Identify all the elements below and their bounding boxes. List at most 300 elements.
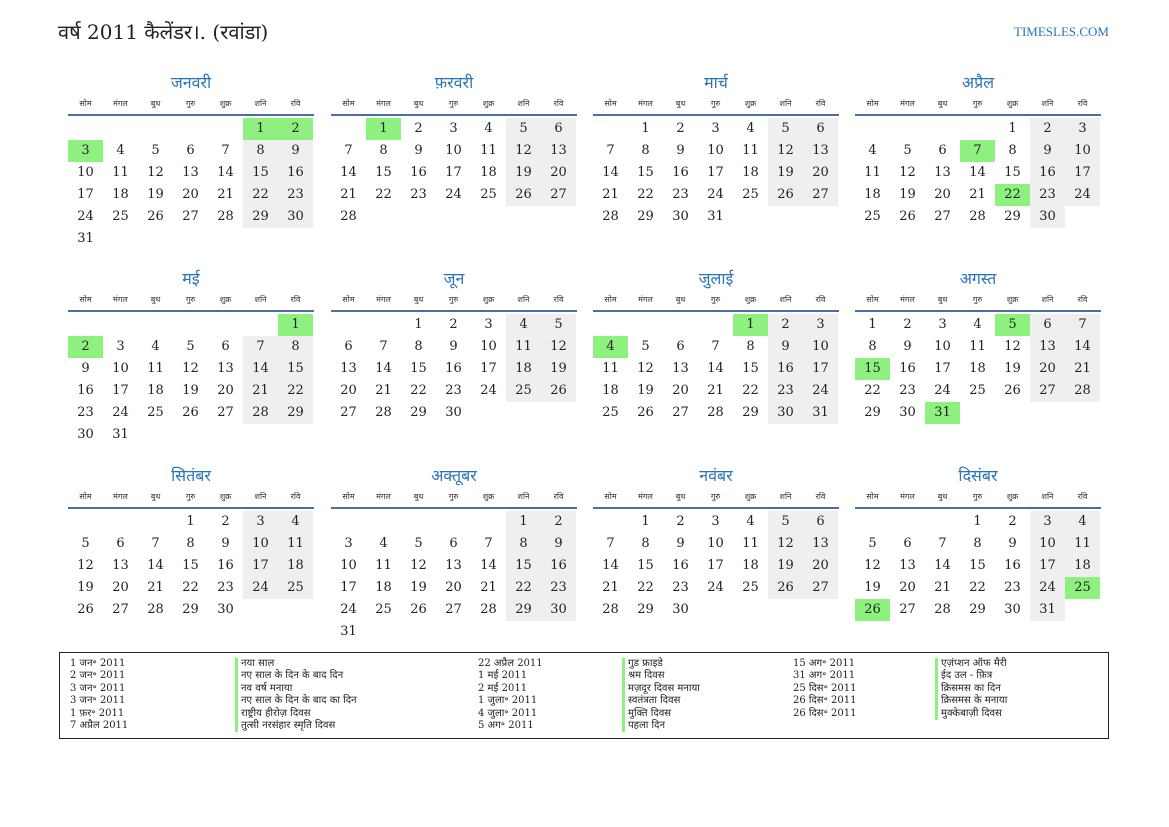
day-cell: 20 bbox=[672, 383, 689, 398]
day-cell: 6 bbox=[449, 536, 458, 551]
day-cell: 29 bbox=[506, 599, 541, 621]
weekday-label: मंगल bbox=[376, 99, 391, 108]
day-cell: 25 bbox=[742, 187, 759, 202]
weekday-label: रवि bbox=[290, 295, 301, 304]
holiday-name: स्वतंत्रता दिवस bbox=[622, 695, 700, 707]
day-cell: 30 bbox=[77, 427, 94, 442]
day-cell: 4 bbox=[278, 511, 313, 533]
weekday-label: शनि bbox=[254, 99, 267, 108]
day-cell: 30 bbox=[768, 402, 803, 424]
holiday-name: एज़ंप्शन ऑफ मैरी bbox=[935, 658, 1007, 670]
day-grid bbox=[855, 118, 1101, 228]
day-cell: 21 bbox=[243, 380, 278, 402]
month-name: अप्रैल bbox=[961, 73, 995, 92]
day-cell: 4 bbox=[506, 314, 541, 336]
day-cell: 28 bbox=[707, 405, 724, 420]
day-cell: 30 bbox=[899, 405, 916, 420]
weekday-label: बुध bbox=[150, 99, 161, 108]
holiday-date: 15 अग॰ 2011 bbox=[793, 658, 856, 669]
empty-cell bbox=[331, 118, 366, 140]
day-cell: 6 bbox=[676, 339, 685, 354]
empty-cell bbox=[103, 118, 138, 140]
day-cell: 29 bbox=[864, 405, 881, 420]
weekday-header bbox=[331, 293, 577, 312]
day-cell: 23 bbox=[1030, 184, 1065, 206]
month-name: अगस्त bbox=[959, 269, 997, 288]
day-cell: 2 bbox=[676, 121, 685, 136]
day-cell: 27 bbox=[1030, 380, 1065, 402]
day-cell: 3 bbox=[68, 140, 103, 162]
day-cell: 28 bbox=[934, 602, 951, 617]
day-cell: 8 bbox=[641, 143, 650, 158]
month-block bbox=[593, 465, 839, 621]
weekday-label: रवि bbox=[553, 295, 564, 304]
month-name: जुलाई bbox=[698, 269, 734, 288]
day-cell: 24 bbox=[77, 209, 94, 224]
day-cell: 30 bbox=[278, 206, 313, 228]
day-cell: 16 bbox=[77, 383, 94, 398]
day-cell: 17 bbox=[480, 361, 497, 376]
day-cell: 12 bbox=[637, 361, 654, 376]
weekday-label: मंगल bbox=[638, 99, 653, 108]
day-cell: 16 bbox=[672, 558, 689, 573]
weekday-label: सोम bbox=[866, 295, 879, 304]
holiday-name: श्रम दिवस bbox=[622, 670, 700, 682]
day-cell: 11 bbox=[602, 361, 619, 376]
day-cell: 6 bbox=[541, 118, 576, 140]
day-cell: 14 bbox=[707, 361, 724, 376]
day-cell: 19 bbox=[506, 162, 541, 184]
month-block bbox=[855, 72, 1101, 228]
day-cell: 24 bbox=[480, 383, 497, 398]
day-cell: 25 bbox=[969, 383, 986, 398]
day-cell: 24 bbox=[1030, 577, 1065, 599]
weekday-label: बुध bbox=[150, 492, 161, 501]
day-cell: 28 bbox=[147, 602, 164, 617]
day-cell: 12 bbox=[768, 140, 803, 162]
month-name: जून bbox=[443, 269, 465, 288]
day-cell: 3 bbox=[243, 511, 278, 533]
day-cell: 8 bbox=[506, 533, 541, 555]
weekday-label: शुक्र bbox=[744, 295, 757, 304]
day-cell: 21 bbox=[602, 580, 619, 595]
weekday-label: गुरु bbox=[972, 295, 983, 304]
weekday-label: सोम bbox=[79, 492, 92, 501]
day-cell: 10 bbox=[445, 143, 462, 158]
weekday-label: सोम bbox=[342, 99, 355, 108]
empty-cell bbox=[68, 118, 103, 140]
day-cell: 17 bbox=[1030, 555, 1065, 577]
day-cell: 15 bbox=[410, 361, 427, 376]
weekday-label: बुध bbox=[413, 295, 424, 304]
day-cell: 5 bbox=[186, 339, 195, 354]
day-cell: 25 bbox=[506, 380, 541, 402]
day-cell: 3 bbox=[803, 314, 838, 336]
weekday-label: मंगल bbox=[376, 295, 391, 304]
day-cell: 21 bbox=[480, 580, 497, 595]
day-cell: 1 bbox=[186, 514, 195, 529]
day-cell: 8 bbox=[379, 143, 388, 158]
day-cell: 10 bbox=[340, 558, 357, 573]
empty-cell bbox=[138, 118, 173, 140]
day-cell: 7 bbox=[960, 140, 995, 162]
holiday-name: ईद उल - फ़ित्र bbox=[935, 670, 1007, 682]
weekday-label: रवि bbox=[815, 99, 826, 108]
day-cell: 22 bbox=[375, 187, 392, 202]
day-cell: 3 bbox=[711, 514, 720, 529]
day-cell: 31 bbox=[340, 624, 357, 639]
weekday-label: शुक्र bbox=[744, 492, 757, 501]
day-cell: 8 bbox=[973, 536, 982, 551]
holiday-date: 2 मई 2011 bbox=[478, 682, 528, 694]
day-cell: 10 bbox=[77, 165, 94, 180]
day-cell: 14 bbox=[969, 165, 986, 180]
month-name: मई bbox=[182, 269, 200, 288]
day-cell: 17 bbox=[707, 165, 724, 180]
day-cell: 13 bbox=[934, 165, 951, 180]
day-cell: 3 bbox=[1065, 118, 1100, 140]
holiday-name: नया साल bbox=[235, 658, 357, 670]
weekday-label: गुरु bbox=[185, 99, 196, 108]
day-cell: 9 bbox=[676, 536, 685, 551]
day-cell: 16 bbox=[1004, 558, 1021, 573]
day-cell: 8 bbox=[868, 339, 877, 354]
day-cell: 5 bbox=[768, 118, 803, 140]
day-cell: 23 bbox=[672, 580, 689, 595]
day-cell: 13 bbox=[217, 361, 234, 376]
day-grid bbox=[331, 314, 577, 424]
weekday-label: बुध bbox=[675, 99, 686, 108]
day-cell: 5 bbox=[81, 536, 90, 551]
day-cell: 4 bbox=[151, 339, 160, 354]
day-cell: 7 bbox=[711, 339, 720, 354]
day-cell: 17 bbox=[243, 555, 278, 577]
weekday-label: शनि bbox=[517, 99, 530, 108]
empty-cell bbox=[960, 118, 995, 140]
day-cell: 27 bbox=[445, 602, 462, 617]
day-cell: 12 bbox=[147, 165, 164, 180]
day-cell: 26 bbox=[147, 209, 164, 224]
weekday-label: शुक्र bbox=[482, 492, 495, 501]
day-cell: 9 bbox=[278, 140, 313, 162]
day-cell: 7 bbox=[1065, 314, 1100, 336]
day-cell: 2 bbox=[221, 514, 230, 529]
day-cell: 26 bbox=[541, 380, 576, 402]
day-cell: 19 bbox=[768, 162, 803, 184]
day-cell: 31 bbox=[803, 402, 838, 424]
day-cell: 27 bbox=[803, 577, 838, 599]
weekday-label: शुक्र bbox=[219, 492, 232, 501]
day-cell: 11 bbox=[480, 143, 497, 158]
empty-cell bbox=[628, 314, 663, 336]
day-cell: 3 bbox=[344, 536, 353, 551]
day-cell: 3 bbox=[711, 121, 720, 136]
day-cell: 3 bbox=[1030, 511, 1065, 533]
day-cell: 10 bbox=[480, 339, 497, 354]
holiday-name: मज़दूर दिवस मनाया bbox=[622, 683, 700, 695]
day-cell: 29 bbox=[410, 405, 427, 420]
day-cell: 6 bbox=[186, 143, 195, 158]
day-cell: 19 bbox=[1004, 361, 1021, 376]
weekday-label: शुक्र bbox=[744, 99, 757, 108]
day-cell: 17 bbox=[934, 361, 951, 376]
weekday-label: शनि bbox=[1041, 99, 1054, 108]
day-cell: 5 bbox=[151, 143, 160, 158]
day-cell: 26 bbox=[182, 405, 199, 420]
weekday-label: गुरु bbox=[448, 99, 459, 108]
empty-cell bbox=[68, 314, 103, 336]
day-cell: 11 bbox=[864, 165, 881, 180]
day-cell: 30 bbox=[672, 209, 689, 224]
weekday-label: रवि bbox=[290, 99, 301, 108]
day-cell: 12 bbox=[182, 361, 199, 376]
empty-cell bbox=[103, 314, 138, 336]
day-cell: 23 bbox=[77, 405, 94, 420]
day-cell: 2 bbox=[903, 317, 912, 332]
weekday-label: बुध bbox=[937, 99, 948, 108]
day-cell: 19 bbox=[410, 580, 427, 595]
day-cell: 12 bbox=[864, 558, 881, 573]
month-block bbox=[68, 72, 314, 250]
day-cell: 2 bbox=[1030, 118, 1065, 140]
weekday-header bbox=[68, 490, 314, 509]
day-cell: 24 bbox=[707, 187, 724, 202]
day-cell: 5 bbox=[541, 314, 576, 336]
weekday-label: गुरु bbox=[185, 492, 196, 501]
day-cell: 28 bbox=[602, 602, 619, 617]
day-cell: 19 bbox=[541, 358, 576, 380]
day-cell: 30 bbox=[1030, 206, 1065, 228]
day-cell: 19 bbox=[899, 187, 916, 202]
day-cell: 21 bbox=[602, 187, 619, 202]
day-cell: 12 bbox=[541, 336, 576, 358]
empty-cell bbox=[208, 118, 243, 140]
day-cell: 30 bbox=[217, 602, 234, 617]
day-cell: 20 bbox=[112, 580, 129, 595]
month-block bbox=[68, 268, 314, 446]
day-cell: 31 bbox=[77, 231, 94, 246]
weekday-header bbox=[855, 97, 1101, 116]
day-cell: 2 bbox=[414, 121, 423, 136]
day-cell: 25 bbox=[1065, 577, 1100, 599]
weekday-label: शनि bbox=[1041, 492, 1054, 501]
day-cell: 20 bbox=[541, 162, 576, 184]
day-cell: 8 bbox=[186, 536, 195, 551]
month-name: जनवरी bbox=[170, 73, 212, 92]
day-cell: 28 bbox=[340, 209, 357, 224]
month-name: मार्च bbox=[704, 73, 728, 92]
day-cell: 21 bbox=[217, 187, 234, 202]
day-cell: 20 bbox=[803, 555, 838, 577]
weekday-label: शनि bbox=[254, 492, 267, 501]
day-grid bbox=[855, 511, 1101, 621]
weekday-label: गुरु bbox=[972, 99, 983, 108]
day-cell: 7 bbox=[344, 143, 353, 158]
day-cell: 14 bbox=[217, 165, 234, 180]
day-cell: 9 bbox=[676, 143, 685, 158]
weekday-label: शनि bbox=[779, 492, 792, 501]
weekday-label: गुरु bbox=[185, 295, 196, 304]
day-cell: 18 bbox=[742, 558, 759, 573]
day-cell: 23 bbox=[1004, 580, 1021, 595]
weekday-label: सोम bbox=[342, 492, 355, 501]
weekday-label: शनि bbox=[254, 295, 267, 304]
weekday-label: शुक्र bbox=[1006, 99, 1019, 108]
day-cell: 2 bbox=[676, 514, 685, 529]
day-cell: 29 bbox=[969, 602, 986, 617]
day-grid bbox=[593, 314, 839, 424]
day-cell: 29 bbox=[182, 602, 199, 617]
day-cell: 1 bbox=[868, 317, 877, 332]
day-cell: 11 bbox=[375, 558, 392, 573]
weekday-label: शनि bbox=[779, 99, 792, 108]
holiday-date: 1 जुला॰ 2011 bbox=[478, 695, 538, 707]
day-cell: 19 bbox=[864, 580, 881, 595]
empty-cell bbox=[331, 314, 366, 336]
day-cell: 1 bbox=[506, 511, 541, 533]
day-cell: 22 bbox=[864, 383, 881, 398]
weekday-label: गुरु bbox=[448, 295, 459, 304]
day-cell: 6 bbox=[803, 118, 838, 140]
weekday-label: रवि bbox=[815, 492, 826, 501]
weekday-label: सोम bbox=[79, 295, 92, 304]
day-cell: 25 bbox=[112, 209, 129, 224]
month-name: सितंबर bbox=[171, 466, 211, 485]
day-cell: 6 bbox=[221, 339, 230, 354]
day-cell: 25 bbox=[375, 602, 392, 617]
day-cell: 19 bbox=[182, 383, 199, 398]
day-cell: 20 bbox=[182, 187, 199, 202]
day-cell: 6 bbox=[803, 511, 838, 533]
weekday-label: सोम bbox=[866, 99, 879, 108]
empty-cell bbox=[698, 314, 733, 336]
day-cell: 17 bbox=[112, 383, 129, 398]
day-cell: 6 bbox=[903, 536, 912, 551]
holiday-date: 26 दिस॰ 2011 bbox=[793, 695, 857, 707]
holiday-name: नए साल के दिन के बाद का दिन bbox=[235, 695, 357, 707]
empty-cell bbox=[436, 511, 471, 533]
day-cell: 16 bbox=[672, 165, 689, 180]
day-cell: 15 bbox=[969, 558, 986, 573]
day-cell: 22 bbox=[637, 187, 654, 202]
day-cell: 24 bbox=[707, 580, 724, 595]
day-cell: 28 bbox=[1065, 380, 1100, 402]
day-cell: 7 bbox=[484, 536, 493, 551]
day-cell: 16 bbox=[410, 165, 427, 180]
holiday-date: 1 फ़र॰ 2011 bbox=[70, 707, 125, 719]
day-cell: 12 bbox=[410, 558, 427, 573]
weekday-label: गुरु bbox=[710, 295, 721, 304]
weekday-label: बुध bbox=[150, 295, 161, 304]
empty-cell bbox=[138, 511, 173, 533]
weekday-label: शनि bbox=[517, 295, 530, 304]
holiday-names-col-1 bbox=[235, 658, 357, 732]
day-cell: 11 bbox=[1065, 533, 1100, 555]
day-cell: 17 bbox=[445, 165, 462, 180]
day-cell: 1 bbox=[733, 314, 768, 336]
day-cell: 9 bbox=[541, 533, 576, 555]
month-block bbox=[593, 72, 839, 228]
weekday-label: रवि bbox=[1077, 492, 1088, 501]
holiday-list bbox=[59, 652, 1109, 739]
day-cell: 3 bbox=[449, 121, 458, 136]
day-cell: 12 bbox=[1004, 339, 1021, 354]
month-block bbox=[331, 268, 577, 424]
day-cell: 9 bbox=[449, 339, 458, 354]
day-cell: 20 bbox=[803, 162, 838, 184]
day-cell: 21 bbox=[934, 580, 951, 595]
weekday-label: सोम bbox=[866, 492, 879, 501]
holiday-name: नए साल के दिन के बाद दिन bbox=[235, 670, 357, 682]
weekday-label: रवि bbox=[1077, 99, 1088, 108]
day-cell: 15 bbox=[637, 558, 654, 573]
site-link[interactable]: TIMESLES.COM bbox=[1014, 24, 1109, 39]
empty-cell bbox=[331, 511, 366, 533]
day-cell: 16 bbox=[1030, 162, 1065, 184]
day-cell: 7 bbox=[243, 336, 278, 358]
holiday-date: 4 जुला॰ 2011 bbox=[478, 707, 538, 719]
day-cell: 10 bbox=[243, 533, 278, 555]
month-name: दिसंबर bbox=[958, 466, 998, 485]
holiday-name: पहला दिन bbox=[622, 720, 700, 732]
day-cell: 25 bbox=[278, 577, 313, 599]
day-cell: 8 bbox=[414, 339, 423, 354]
weekday-label: शुक्र bbox=[1006, 295, 1019, 304]
day-cell: 30 bbox=[1004, 602, 1021, 617]
day-cell: 18 bbox=[864, 187, 881, 202]
day-cell: 29 bbox=[742, 405, 759, 420]
weekday-label: रवि bbox=[553, 492, 564, 501]
day-cell: 5 bbox=[641, 339, 650, 354]
holiday-name: क्रिसमस का दिन bbox=[935, 683, 1007, 695]
empty-cell bbox=[68, 511, 103, 533]
day-cell: 14 bbox=[602, 165, 619, 180]
day-cell: 26 bbox=[899, 209, 916, 224]
day-cell: 5 bbox=[903, 143, 912, 158]
weekday-header bbox=[68, 293, 314, 312]
weekday-label: गुरु bbox=[448, 492, 459, 501]
month-block bbox=[855, 465, 1101, 621]
day-cell: 12 bbox=[768, 533, 803, 555]
day-cell: 26 bbox=[768, 577, 803, 599]
weekday-label: बुध bbox=[937, 295, 948, 304]
weekday-label: गुरु bbox=[710, 99, 721, 108]
weekday-header bbox=[331, 490, 577, 509]
day-cell: 1 bbox=[641, 514, 650, 529]
day-cell: 27 bbox=[899, 602, 916, 617]
day-cell: 2 bbox=[449, 317, 458, 332]
day-cell: 15 bbox=[182, 558, 199, 573]
weekday-label: मंगल bbox=[638, 295, 653, 304]
day-cell: 18 bbox=[602, 383, 619, 398]
day-cell: 2 bbox=[768, 314, 803, 336]
day-cell: 13 bbox=[1030, 336, 1065, 358]
weekday-label: रवि bbox=[815, 295, 826, 304]
day-cell: 10 bbox=[112, 361, 129, 376]
day-cell: 27 bbox=[934, 209, 951, 224]
weekday-label: मंगल bbox=[900, 492, 915, 501]
day-cell: 4 bbox=[116, 143, 125, 158]
day-cell: 20 bbox=[340, 383, 357, 398]
day-cell: 20 bbox=[934, 187, 951, 202]
day-cell: 19 bbox=[768, 555, 803, 577]
weekday-label: शुक्र bbox=[219, 295, 232, 304]
day-cell: 22 bbox=[278, 380, 313, 402]
day-cell: 11 bbox=[742, 143, 759, 158]
holiday-name: क्रिसमस के मनाया bbox=[935, 695, 1007, 707]
day-cell: 14 bbox=[243, 358, 278, 380]
day-cell: 23 bbox=[217, 580, 234, 595]
